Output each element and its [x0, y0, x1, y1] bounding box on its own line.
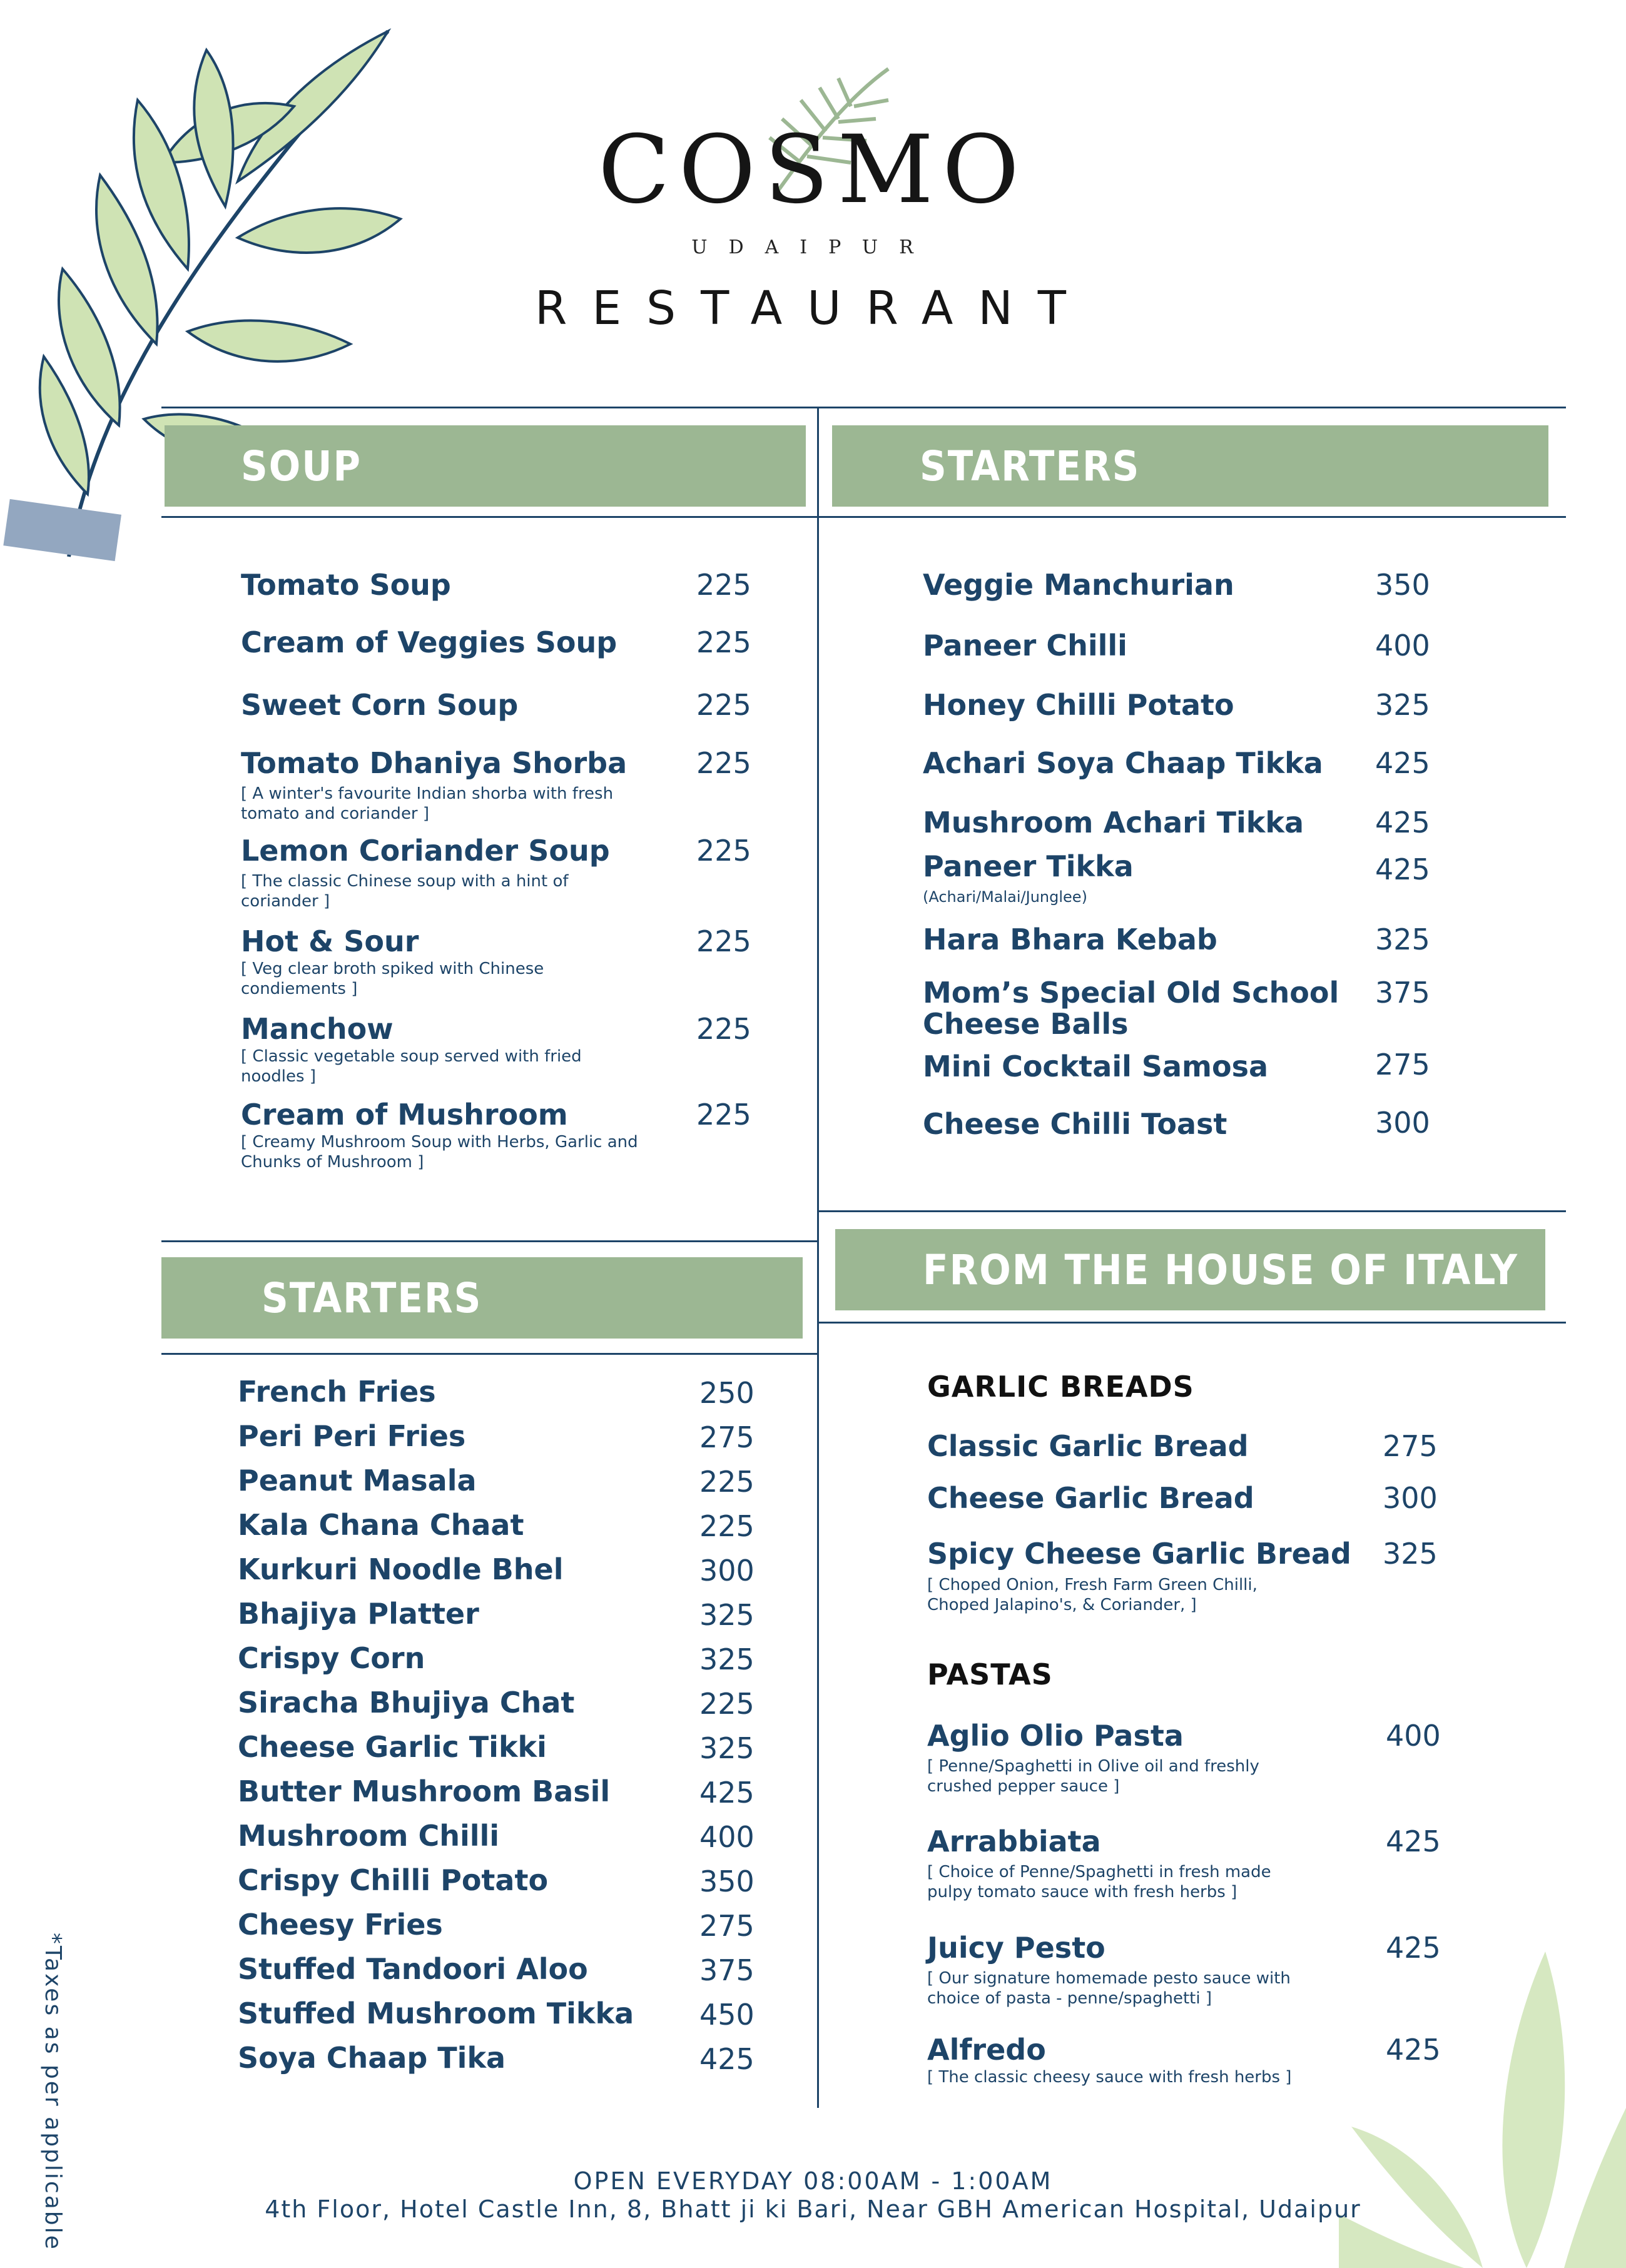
menu-item-description: [ Choped Onion, Fresh Farm Green Chilli, Choped Jalapino's, & Coriander, ]	[927, 1576, 1258, 1614]
menu-item-name: Crispy Chilli Potato	[238, 1863, 549, 1897]
section-header-starters-left	[161, 1257, 803, 1339]
menu-item-price: 325	[699, 1643, 755, 1676]
subsection-heading: GARLIC BREADS	[927, 1370, 1194, 1404]
menu-item-name: Aglio Olio Pasta	[927, 1719, 1184, 1753]
menu-item-name: Paneer Chilli	[923, 629, 1127, 662]
menu-item-description: [ Creamy Mushroom Soup with Herbs, Garlic and Chunks of Mushroom ]	[241, 1133, 638, 1172]
menu-item-price: 225	[696, 1012, 751, 1046]
divider-mid-left	[161, 1240, 817, 1242]
page-title: RESTAURANT	[535, 281, 1091, 335]
menu-item-price: 325	[1375, 688, 1430, 722]
brand-city: UDAIPUR	[691, 236, 935, 258]
menu-item-description: [ The classic Chinese soup with a hint of coriander ]	[241, 872, 569, 911]
menu-item-name: Peanut Masala	[238, 1464, 477, 1497]
menu-item-price: 300	[1375, 1106, 1430, 1140]
menu-item-price: 225	[699, 1687, 755, 1721]
menu-item-name: Kurkuri Noodle Bhel	[238, 1552, 564, 1586]
menu-item-name: Honey Chilli Potato	[923, 688, 1234, 722]
menu-item-price: 325	[699, 1598, 755, 1632]
menu-item-name: Hot & Sour	[241, 924, 419, 958]
menu-item-price: 300	[1383, 1481, 1438, 1515]
tax-note: *Taxes as per applicable	[40, 1933, 66, 2251]
menu-item-price: 275	[1375, 1048, 1430, 1081]
menu-item-name: Cream of Mushroom	[241, 1098, 568, 1131]
menu-item-name: Cheesy Fries	[238, 1908, 443, 1941]
menu-item-name: Cheese Garlic Tikki	[238, 1730, 547, 1764]
divider-mid-left-2	[161, 1353, 817, 1355]
menu-item-price: 225	[699, 1465, 755, 1499]
menu-item-description: (Achari/Malai/Junglee)	[923, 888, 1087, 906]
menu-item-price: 425	[1386, 1931, 1441, 1965]
menu-item-name: Stuffed Tandoori Aloo	[238, 1952, 588, 1986]
menu-item-price: 225	[696, 625, 751, 659]
menu-item-price: 450	[699, 1998, 755, 2032]
divider-top	[161, 407, 1566, 408]
menu-item-name: Mini Cocktail Samosa	[923, 1050, 1268, 1083]
menu-item-price: 375	[1375, 976, 1430, 1010]
menu-item-price: 400	[1375, 629, 1430, 662]
menu-item-price: 225	[696, 1098, 751, 1131]
menu-item-name: Siracha Bhujiya Chat	[238, 1686, 575, 1719]
menu-item-name: Stuffed Mushroom Tikka	[238, 1997, 634, 2030]
menu-item-name: Crispy Corn	[238, 1641, 425, 1675]
menu-item-price: 400	[1386, 1719, 1441, 1753]
menu-item-name: Cream of Veggies Soup	[241, 625, 617, 659]
menu-item-price: 425	[699, 2042, 755, 2076]
section-header-italy	[835, 1229, 1545, 1310]
menu-item-price: 425	[1386, 2033, 1441, 2067]
section-header-starters-right	[832, 425, 1548, 507]
opening-hours: OPEN EVERYDAY 08:00AM - 1:00AM	[573, 2167, 1053, 2195]
menu-item-name: Tomato Dhaniya Shorba	[241, 746, 628, 780]
divider-soup-bottom	[161, 516, 817, 518]
menu-item-price: 225	[696, 568, 751, 602]
menu-item-price: 375	[699, 1953, 755, 1987]
menu-item-name: French Fries	[238, 1375, 436, 1409]
menu-item-name: Mushroom Achari Tikka	[923, 806, 1304, 839]
menu-item-name: Alfredo	[927, 2033, 1046, 2067]
menu-item-name: Classic Garlic Bread	[927, 1429, 1249, 1463]
menu-item-name: Tomato Soup	[241, 568, 451, 602]
menu-item-name: Arrabbiata	[927, 1825, 1101, 1858]
menu-item-name: Spicy Cheese Garlic Bread	[927, 1537, 1351, 1571]
menu-item-price: 350	[699, 1865, 755, 1898]
menu-item-price: 225	[696, 746, 751, 780]
menu-item-description: [ Choice of Penne/Spaghetti in fresh made pulpy tomato sauce with fresh herbs ]	[927, 1863, 1271, 1901]
menu-item-price: 400	[699, 1820, 755, 1854]
address: 4th Floor, Hotel Castle Inn, 8, Bhatt ji ki Bari, Near GBH American Hospital, Udaipur	[265, 2195, 1361, 2223]
menu-item-price: 350	[1375, 568, 1430, 602]
menu-item-name: Lemon Coriander Soup	[241, 834, 610, 868]
menu-item-name: Soya Chaap Tika	[238, 2041, 506, 2075]
divider-vertical	[817, 407, 819, 2108]
menu-item-price: 275	[699, 1909, 755, 1943]
menu-item-name: Achari Soya Chaap Tikka	[923, 746, 1323, 780]
menu-item-description: [ The classic cheesy sauce with fresh herbs ]	[927, 2068, 1292, 2087]
menu-item-name: Kala Chana Chaat	[238, 1508, 524, 1542]
menu-item-price: 225	[696, 834, 751, 868]
divider-mid-right	[819, 1210, 1566, 1212]
menu-item-price: 325	[699, 1731, 755, 1765]
menu-item-name: Bhajiya Platter	[238, 1597, 479, 1631]
menu-item-name: Veggie Manchurian	[923, 568, 1234, 602]
menu-item-price: 275	[699, 1420, 755, 1454]
section-title: STARTERS	[262, 1273, 482, 1322]
menu-item-name: Sweet Corn Soup	[241, 688, 519, 722]
menu-item-description: [ Our signature homemade pesto sauce with choice of pasta - penne/spaghetti ]	[927, 1969, 1291, 2008]
menu-item-price: 300	[699, 1554, 755, 1587]
menu-item-name: Peri Peri Fries	[238, 1419, 466, 1453]
menu-item-name-line2: Cheese Balls	[923, 1007, 1129, 1041]
section-header-soup	[165, 425, 806, 507]
menu-item-price: 425	[1386, 1825, 1441, 1858]
menu-item-price: 425	[1375, 853, 1430, 886]
menu-item-name: Butter Mushroom Basil	[238, 1774, 611, 1808]
menu-item-price: 275	[1383, 1429, 1438, 1463]
section-title: STARTERS	[920, 442, 1141, 490]
menu-item-price: 425	[699, 1776, 755, 1810]
menu-item-price: 325	[1375, 923, 1430, 956]
section-title: SOUP	[241, 442, 362, 490]
brand-logo: COSMO	[597, 116, 1029, 225]
menu-item-description: [ A winter's favourite Indian shorba with fresh tomato and coriander ]	[241, 784, 614, 823]
menu-item-description: [ Penne/Spaghetti in Olive oil and freshly crushed pepper sauce ]	[927, 1757, 1259, 1796]
divider-starters-right-bottom	[819, 516, 1566, 518]
menu-item-name: Manchow	[241, 1012, 394, 1046]
menu-item-price: 425	[1375, 746, 1430, 780]
menu-item-price: 425	[1375, 806, 1430, 839]
subsection-heading: PASTAS	[927, 1658, 1053, 1691]
menu-item-description: [ Classic vegetable soup served with fried noodles ]	[241, 1047, 582, 1086]
menu-item-name: Juicy Pesto	[927, 1931, 1105, 1965]
menu-item-name: Hara Bhara Kebab	[923, 923, 1217, 956]
menu-item-price: 225	[696, 924, 751, 958]
menu-item-name: Cheese Chilli Toast	[923, 1107, 1227, 1141]
menu-item-name: Mushroom Chilli	[238, 1819, 500, 1853]
menu-item-price: 225	[696, 688, 751, 722]
menu-item-price: 250	[699, 1376, 755, 1410]
menu-item-price: 225	[699, 1509, 755, 1543]
menu-item-description: [ Veg clear broth spiked with Chinese condiements ]	[241, 959, 544, 998]
menu-item-name: Cheese Garlic Bread	[927, 1481, 1254, 1515]
menu-item-price: 325	[1383, 1537, 1438, 1571]
menu-item-name: Paneer Tikka	[923, 849, 1134, 883]
menu-item-name: Mom’s Special Old School	[923, 976, 1339, 1010]
section-title: FROM THE HOUSE OF ITALY	[923, 1245, 1518, 1294]
divider-mid-right-2	[819, 1322, 1566, 1324]
